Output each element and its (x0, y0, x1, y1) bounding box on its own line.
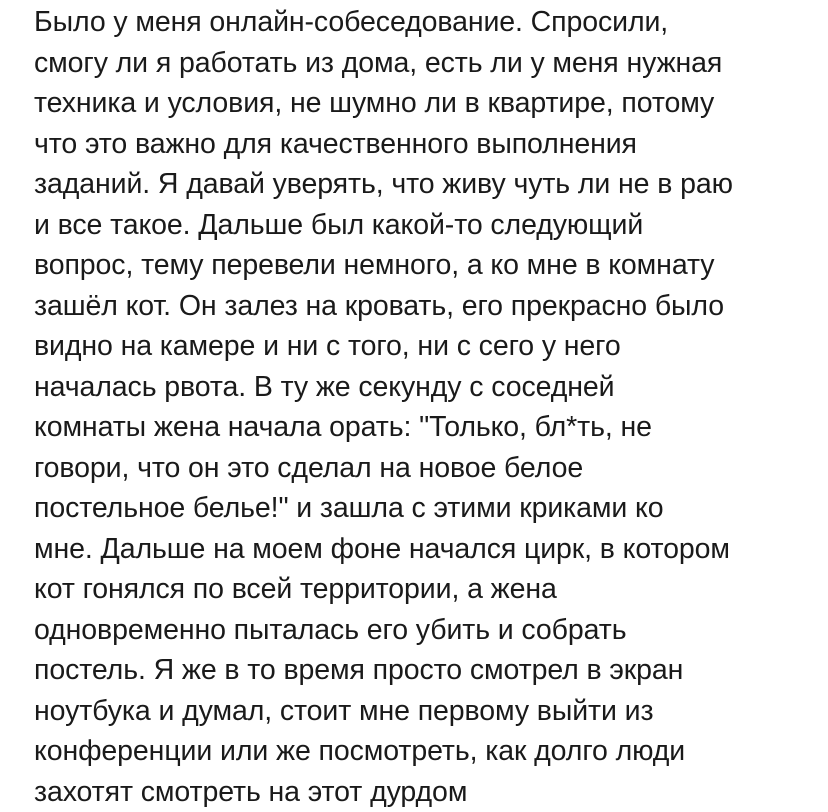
post-line-1: Было у меня онлайн-собеседование. Спросили, (34, 2, 798, 43)
post-line-6: и все такое. Дальше был какой-то следующий (34, 205, 798, 246)
post-line-3: техника и условия, не шумно ли в квартире, потому (34, 83, 798, 124)
post-line-11: комнаты жена начала орать: "Только, бл*ть, не (34, 407, 798, 448)
post-line-12: говори, что он это сделал на новое белое (34, 448, 798, 489)
post-line-13: постельное белье!" и зашла с этими криками ко (34, 488, 798, 529)
post-line-5: заданий. Я давай уверять, что живу чуть ли не в раю (34, 164, 798, 205)
post-line-15: кот гонялся по всей территории, а жена (34, 569, 798, 610)
post-line-20: захотят смотреть на этот дурдом (34, 772, 798, 812)
post-line-8: зашёл кот. Он залез на кровать, его прекрасно было (34, 286, 798, 327)
post-line-18: ноутбука и думал, стоит мне первому выйти из (34, 691, 798, 732)
post-line-4: что это важно для качественного выполнения (34, 124, 798, 165)
post-line-9: видно на камере и ни с того, ни с сего у него (34, 326, 798, 367)
post-line-10: началась рвота. В ту же секунду с соседней (34, 367, 798, 408)
post-line-14: мне. Дальше на моем фоне начался цирк, в котором (34, 529, 798, 570)
post-line-19: конференции или же посмотреть, как долго люди (34, 731, 798, 772)
post-line-2: смогу ли я работать из дома, есть ли у меня нужная (34, 43, 798, 84)
post-line-16: одновременно пыталась его убить и собрать (34, 610, 798, 651)
post-line-7: вопрос, тему перевели немного, а ко мне в комнату (34, 245, 798, 286)
post-line-17: постель. Я же в то время просто смотрел в экран (34, 650, 798, 691)
post-text (34, 2, 798, 812)
